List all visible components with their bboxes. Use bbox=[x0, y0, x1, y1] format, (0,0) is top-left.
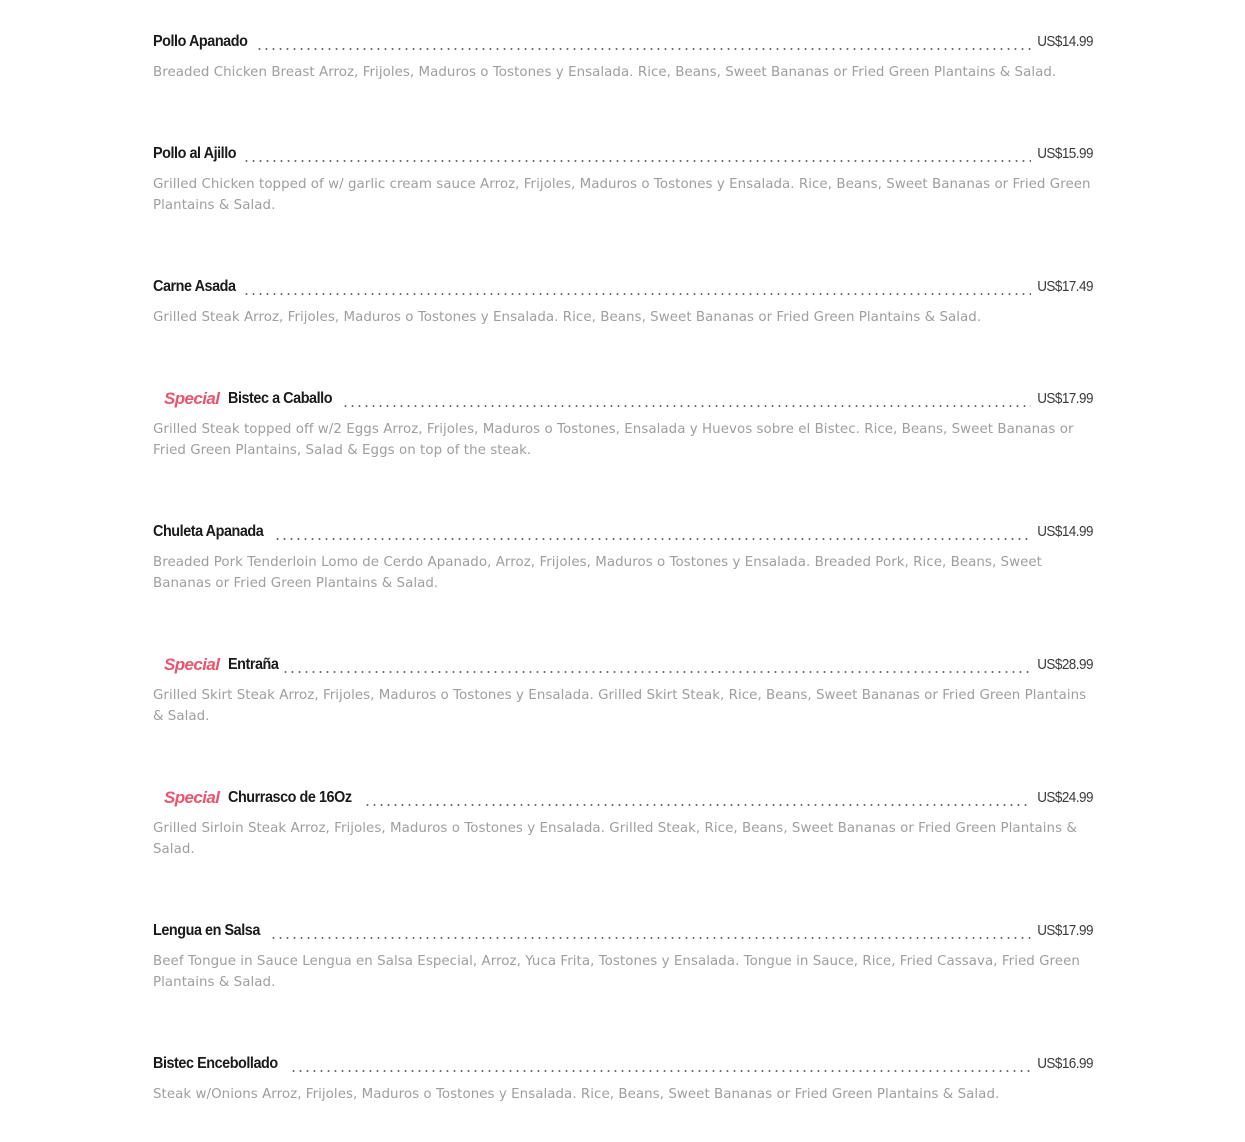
menu-item-price: US$16.99 bbox=[1037, 1055, 1093, 1072]
menu-item-description: Grilled Steak topped off w/2 Eggs Arroz, Frijoles, Maduros o Tostones, Ensalada y Huevos sobre el Bistec. Rice, Beans, Sweet Bananas or Fried Green Plantains, Salad & Eggs on top of the steak. bbox=[153, 422, 1074, 458]
dot-leader bbox=[270, 917, 1031, 945]
dot-leader bbox=[282, 651, 1031, 679]
menu-item-pollo-al-ajillo[interactable] bbox=[153, 140, 1093, 273]
menu-item-chuleta-apanada[interactable] bbox=[153, 518, 1093, 651]
menu-item-header bbox=[153, 917, 1093, 945]
menu-item-header bbox=[153, 385, 1093, 413]
menu-item-lengua-en-salsa[interactable] bbox=[153, 917, 1093, 1050]
menu-item-header bbox=[153, 518, 1093, 546]
menu-item-name: Pollo Apanado bbox=[153, 33, 248, 50]
menu-item-header bbox=[153, 784, 1093, 812]
menu-item-description: Grilled Steak Arroz, Frijoles, Maduros o Tostones y Ensalada. Rice, Beans, Sweet Bananas or Fried Green Plantains & Salad. bbox=[153, 310, 982, 325]
menu-item-description: Breaded Chicken Breast Arroz, Frijoles, Maduros o Tostones y Ensalada. Rice, Beans, Sweet Bananas or Fried Green Plantains & Salad. bbox=[153, 65, 1057, 80]
menu-item-description: Steak w/Onions Arroz, Frijoles, Maduros o Tostones y Ensalada. Rice, Beans, Sweet Bananas or Fried Green Plantains & Salad. bbox=[153, 1087, 1000, 1102]
menu-item-price: US$17.99 bbox=[1037, 390, 1093, 407]
special-tag: Special bbox=[164, 389, 220, 408]
dot-leader bbox=[274, 518, 1031, 546]
dot-leader bbox=[342, 385, 1031, 413]
menu-item-name: Bistec a Caballo bbox=[228, 390, 333, 407]
menu-item-header bbox=[153, 28, 1093, 56]
menu-item-price: US$15.99 bbox=[1037, 145, 1093, 162]
menu-item-description: Grilled Skirt Steak Arroz, Frijoles, Maduros o Tostones y Ensalada. Grilled Skirt Steak, Rice, Beans, Sweet Bananas or Fried Green Plantains & Salad. bbox=[153, 688, 1087, 724]
menu-item-name: Churrasco de 16Oz bbox=[228, 789, 352, 806]
menu-item-description: Grilled Sirloin Steak Arroz, Frijoles, Maduros o Tostones y Ensalada. Grilled Steak, Rice, Beans, Sweet Bananas or Fried Green Plantains & Salad. bbox=[153, 821, 1077, 857]
menu-item-price: US$24.99 bbox=[1037, 789, 1093, 806]
menu-item-description: Breaded Pork Tenderloin Lomo de Cerdo Apanado, Arroz, Frijoles, Maduros o Tostones y Ensalada. Breaded Pork, Rice, Beans, Sweet Bananas or Fried Green Plantains & Salad. bbox=[153, 555, 1042, 591]
menu-item-carne-asada[interactable] bbox=[153, 273, 1093, 385]
menu-item-header bbox=[153, 1050, 1093, 1078]
menu-item-name: Bistec Encebollado bbox=[153, 1055, 278, 1072]
menu-item-name: Pollo al Ajillo bbox=[153, 145, 237, 162]
menu-item-bistec-encebollado[interactable] bbox=[153, 1050, 1093, 1130]
menu-item-name: Entraña bbox=[228, 656, 279, 673]
dot-leader bbox=[290, 1050, 1031, 1078]
menu-item-bistec-a-caballo[interactable] bbox=[153, 385, 1093, 518]
menu-item-header bbox=[153, 273, 1093, 301]
menu-item-pollo-apanado[interactable] bbox=[153, 28, 1093, 140]
menu-item-name: Chuleta Apanada bbox=[153, 523, 264, 540]
menu-item-header bbox=[153, 140, 1093, 168]
menu-item-price: US$28.99 bbox=[1037, 656, 1093, 673]
menu-item-price: US$14.99 bbox=[1037, 523, 1093, 540]
menu-item-price: US$17.49 bbox=[1037, 278, 1093, 295]
dot-leader bbox=[243, 140, 1031, 168]
dot-leader bbox=[256, 28, 1031, 56]
menu-item-name: Lengua en Salsa bbox=[153, 922, 260, 939]
menu-list bbox=[153, 28, 1093, 1130]
dot-leader bbox=[364, 784, 1031, 812]
menu-item-description: Beef Tongue in Sauce Lengua en Salsa Especial, Arroz, Yuca Frita, Tostones y Ensalada. Tongue in Sauce, Rice, Fried Cassava, Fried Green Plantains & Salad. bbox=[153, 954, 1080, 990]
menu-item-price: US$14.99 bbox=[1037, 33, 1093, 50]
menu-item-description: Grilled Chicken topped of w/ garlic cream sauce Arroz, Frijoles, Maduros o Tostones y Ensalada. Rice, Beans, Sweet Bananas or Fried Green Plantains & Salad. bbox=[153, 177, 1091, 213]
menu-item-entrana[interactable] bbox=[153, 651, 1093, 784]
menu-item-header bbox=[153, 651, 1093, 679]
special-tag: Special bbox=[164, 655, 220, 674]
menu-item-churrasco-de-16oz[interactable] bbox=[153, 784, 1093, 917]
menu-item-price: US$17.99 bbox=[1037, 922, 1093, 939]
dot-leader bbox=[243, 273, 1031, 301]
special-tag: Special bbox=[164, 788, 220, 807]
menu-item-name: Carne Asada bbox=[153, 278, 236, 295]
